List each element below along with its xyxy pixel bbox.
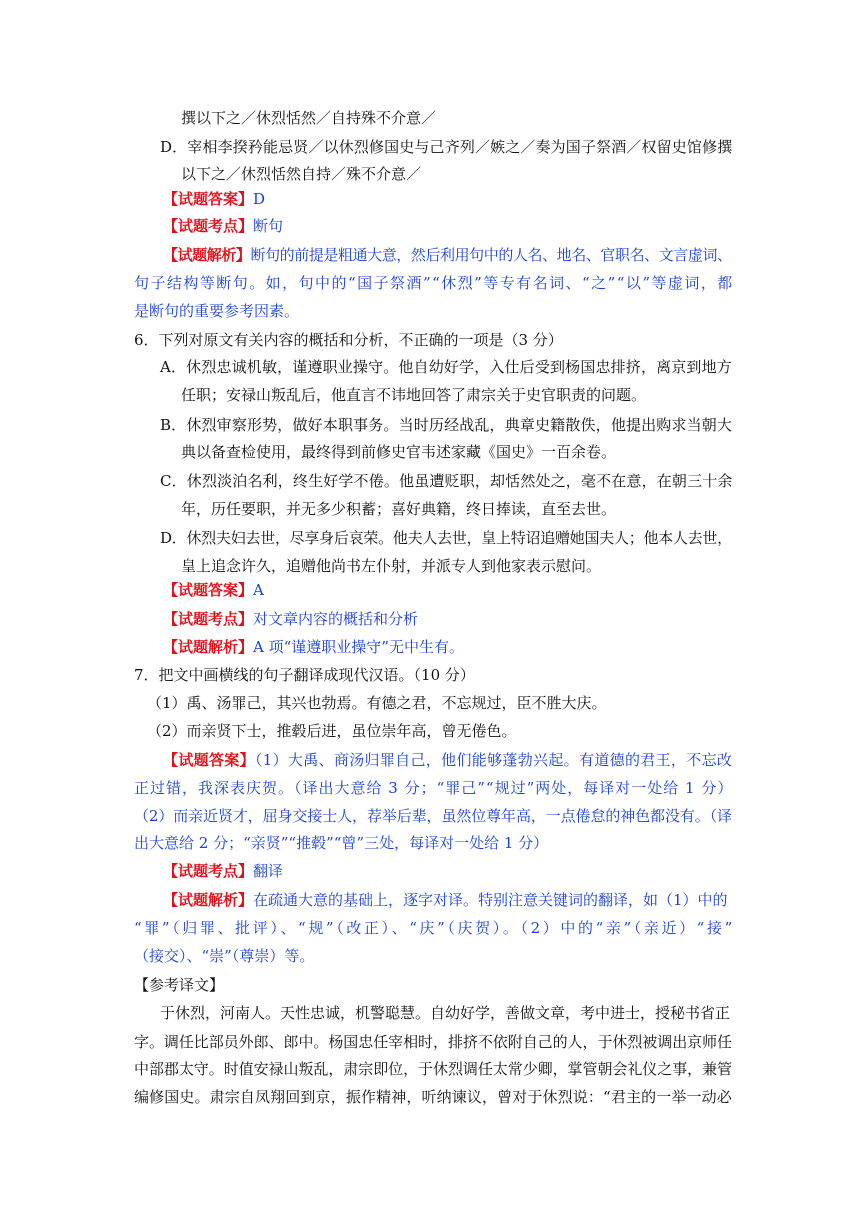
text-line [163, 889, 728, 911]
body-text: 字。调任比部员外郎、郎中。杨国忠任宰相时，排挤不依附自己的人，于休烈被调出京师任 [134, 1033, 733, 1051]
text-line [160, 527, 732, 549]
section-label: 【试题考点】 [163, 862, 254, 880]
body-text: 7．把文中画横线的句子翻译成现代汉语。（10 分） [134, 666, 475, 684]
text-line [134, 945, 314, 967]
body-text: 撰以下之／休烈恬然／自持殊不介意／ [181, 109, 437, 127]
body-text: A．休烈忠诚机敏，谨遵职业操守。他自幼好学，入仕后受到杨国忠排挤，离京到地方 [160, 358, 732, 376]
section-label: 【试题答案】 [163, 190, 254, 208]
text-line [134, 329, 563, 351]
body-text: 于休烈，河南人。天性忠诚，机警聪慧。自幼好学，善做文章，考中进士，授秘书省正 [160, 1004, 731, 1022]
body-text: D．休烈夫妇去世，尽享身后哀荣。他夫人去世，皇上特诏追赠她国夫人；他本人去世， [160, 529, 732, 547]
text-line [134, 300, 299, 322]
text-line [181, 498, 616, 520]
body-text: 【参考译文】 [134, 976, 225, 994]
answer-text: 句子结构等断句。如，句中的“国子祭酒”“休烈”等专有名词、“之”“以”等虚词，都 [134, 274, 734, 292]
text-line [134, 805, 732, 827]
answer-text: （2）而亲近贤才，屈身交接士人，荐举后辈，虽然位尊年高，一点倦怠的神色都没有。（译 [134, 807, 732, 825]
answer-text: 是断句的重要参考因素。 [134, 302, 300, 320]
text-line [181, 441, 616, 463]
text-line [163, 860, 283, 882]
section-label: 【试题考点】 [163, 217, 254, 235]
body-text: D．宰相李揆矜能忌贤／以休烈修国史与己齐列／嫉之／奏为国子祭酒／权留史馆修撰 [160, 138, 733, 156]
text-line [163, 244, 732, 266]
text-line [181, 555, 601, 577]
section-label: 【试题解析】 [163, 891, 254, 909]
text-line [163, 215, 283, 237]
answer-text: 对文章内容的概括和分析 [253, 610, 419, 628]
body-text: （1）禹、汤罪己，其兴也勃焉。有德之君，不忘规过，臣不胜大庆。 [147, 694, 607, 712]
answer-text: （接交）、“崇”（尊崇）等。 [134, 947, 315, 965]
text-line [160, 356, 732, 378]
answer-text: A [253, 581, 264, 599]
answer-text: 出大意给 2 分；“亲贤”“推毂”“曾”三处，每译对一处给 1 分） [134, 834, 549, 852]
text-line [181, 107, 436, 129]
section-label: 【试题考点】 [163, 610, 254, 628]
text-line [134, 1058, 732, 1080]
body-text: 典以备查检使用，最终得到前修史官韦述家藏《国史》一百余卷。 [181, 443, 617, 461]
text-line [134, 917, 735, 939]
answer-text: D [253, 190, 266, 208]
text-line [163, 579, 264, 601]
body-text: 任职；安禄山叛乱后，他直言不讳地回答了肃宗关于史官职责的问题。 [181, 386, 647, 404]
answer-text: A 项“谨遵职业操守”无中生有。 [253, 638, 464, 656]
text-line [163, 608, 418, 630]
text-line [160, 136, 732, 158]
section-label: 【试题答案】 [163, 581, 254, 599]
body-text: 中部郡太守。时值安禄山叛乱，肃宗即位，于休烈调任太常少卿，掌管朝会礼仪之事，兼管 [134, 1060, 733, 1078]
answer-text: 断句 [253, 217, 284, 235]
body-text: 6．下列对原文有关内容的概括和分析，不正确的一项是（3 分） [134, 331, 563, 349]
body-text: B．休烈审察形势，做好本职事务。当时历经战乱，典章史籍散佚，他提出购求当朝大 [160, 416, 733, 434]
text-line [160, 1002, 730, 1024]
section-label: 【试题解析】 [163, 638, 254, 656]
answer-text: 翻译 [253, 862, 284, 880]
body-text: 年，历任要职，并无多少积蓄；喜好典籍，终日捧读，直至去世。 [181, 500, 617, 518]
section-label: 【试题解析】 [163, 246, 251, 264]
text-line [134, 777, 733, 799]
section-label: 【试题答案】 [163, 751, 255, 769]
text-line [134, 974, 224, 996]
text-line [134, 664, 475, 686]
answer-text: “罪”（归罪、批评）、“规”（改正）、“庆”（庆贺）。（2）中的“亲”（亲近）“接” [134, 919, 735, 937]
text-line [181, 384, 646, 406]
text-line [160, 470, 733, 492]
text-line [147, 692, 607, 714]
text-line [134, 1086, 732, 1108]
answer-text: 在疏通大意的基础上，逐字对译。特别注意关键词的翻译，如（1）中的 [253, 891, 728, 909]
body-text: 以下之／休烈恬然自持／殊不介意／ [181, 165, 422, 183]
body-text: 皇上追念许久，追赠他尚书左仆射，并派专人到他家表示慰问。 [181, 557, 602, 575]
text-line [163, 188, 265, 210]
text-line [160, 414, 732, 436]
body-text: C．休烈淡泊名利，终生好学不倦。他虽遭贬职，却恬然处之，毫不在意，在朝三十余 [160, 472, 733, 490]
answer-text: （1）大禹、商汤归罪自己，他们能够蓬勃兴起。有道德的君王，不忘改 [254, 751, 733, 769]
text-line [147, 720, 517, 742]
body-text: （2）而亲贤下士，推毂后进，虽位崇年高，曾无倦色。 [147, 722, 517, 740]
text-line [134, 272, 734, 294]
text-line [163, 749, 732, 771]
text-line [134, 832, 548, 854]
body-text: 编修国史。肃宗自凤翔回到京，振作精神，听纳谏议，曾对于休烈说：“君主的一举一动必 [134, 1088, 732, 1106]
answer-text: 断句的前提是粗通大意，然后利用句中的人名、地名、官职名、文言虚词、 [250, 246, 732, 264]
text-line [134, 1031, 732, 1053]
answer-text: 正过错，我深表庆贺。（译出大意给 3 分；“罪己”“规过”两处，每译对一处给 1 分） [134, 779, 734, 797]
text-line [163, 636, 464, 658]
text-line [181, 163, 421, 185]
